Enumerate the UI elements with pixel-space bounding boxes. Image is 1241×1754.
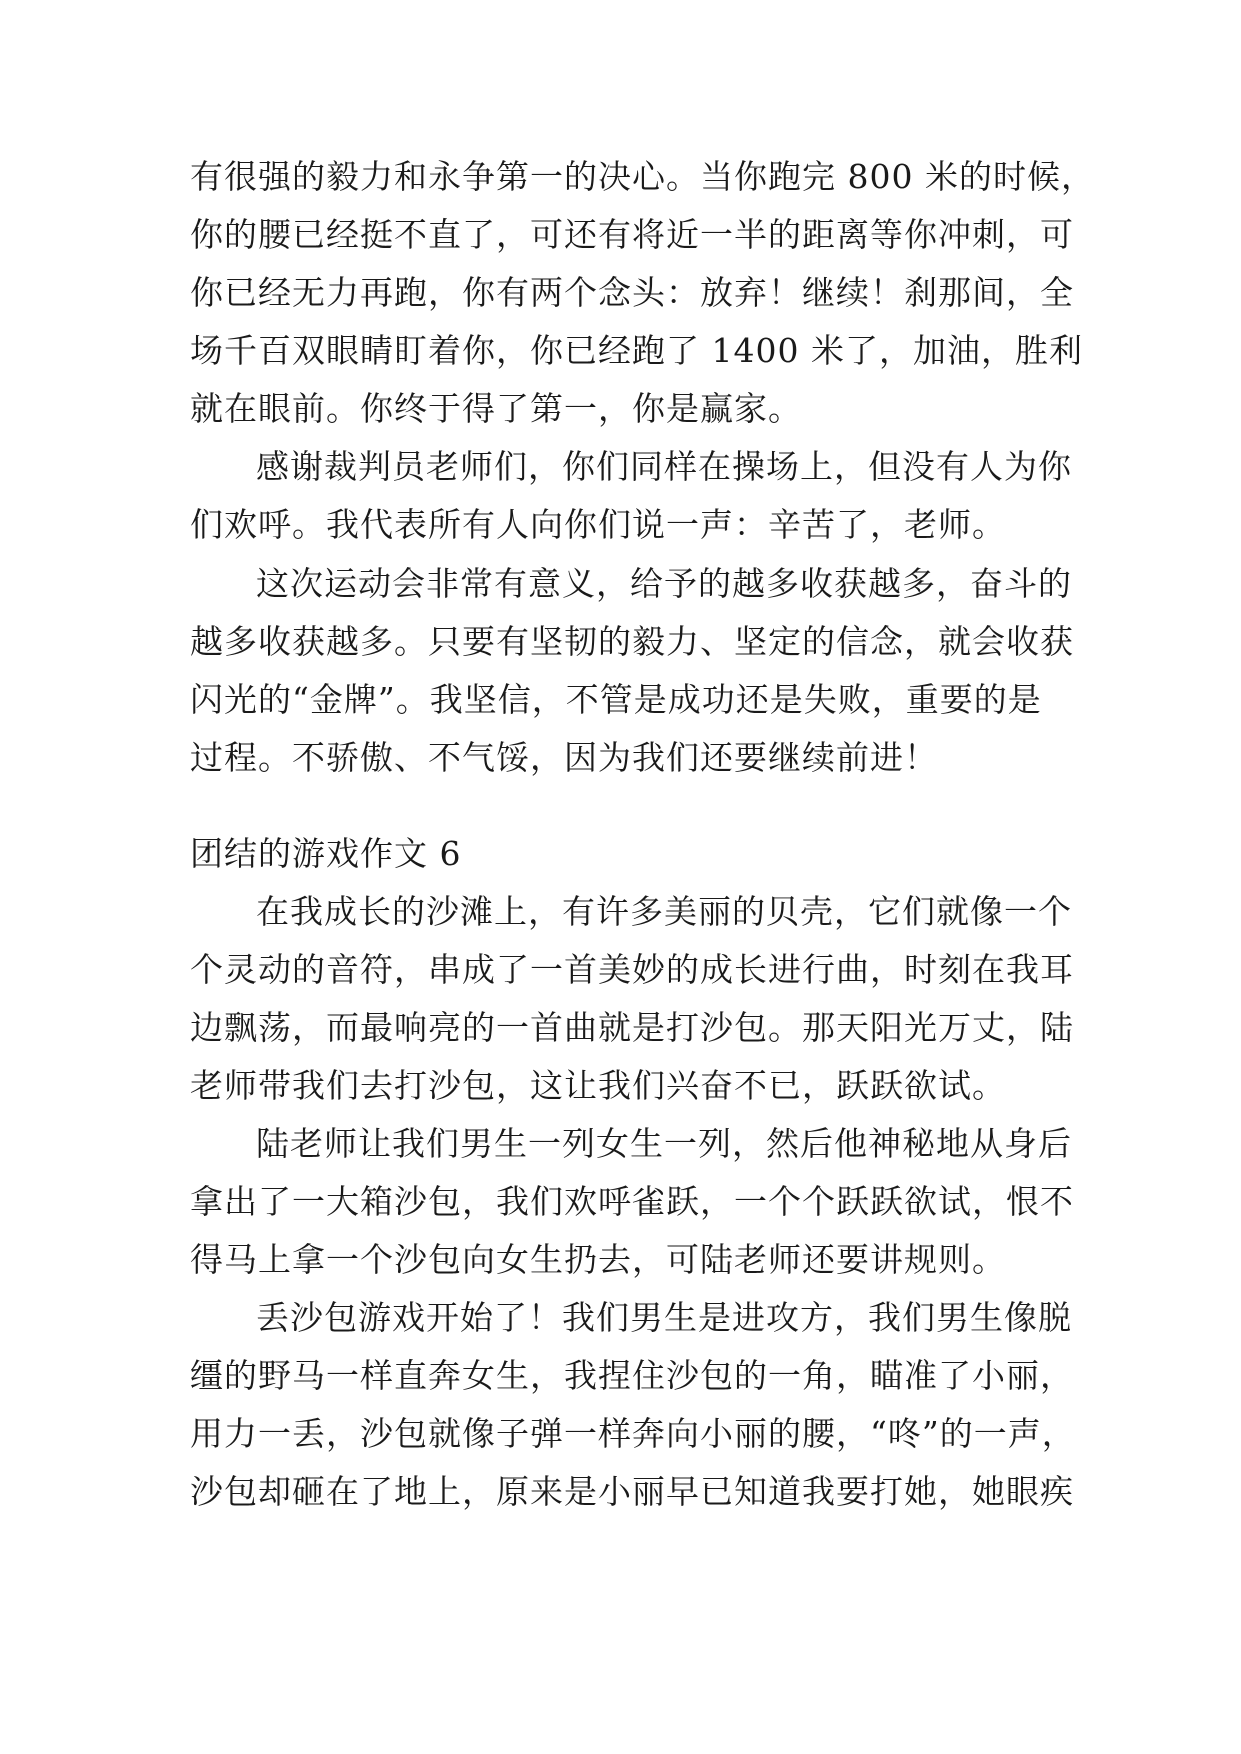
paragraph-line: 过程。不骄傲、不气馁，因为我们还要继续前进！ xyxy=(190,738,938,777)
paragraph-line: 拿出了一大箱沙包，我们欢呼雀跃，一个个跃跃欲试，恨不 xyxy=(190,1182,1074,1221)
paragraph-line: 闪光的“金牌”。我坚信，不管是成功还是失败，重要的是 xyxy=(190,680,1042,719)
paragraph-line: 们欢呼。我代表所有人向你们说一声：辛苦了，老师。 xyxy=(190,505,1006,544)
paragraph-line: 陆老师让我们男生一列女生一列，然后他神秘地从身后 xyxy=(256,1124,1072,1163)
paragraph-line: 在我成长的沙滩上，有许多美丽的贝壳，它们就像一个 xyxy=(256,892,1072,931)
paragraph-line: 个灵动的音符，串成了一首美妙的成长进行曲，时刻在我耳 xyxy=(190,950,1074,989)
paragraph-line: 感谢裁判员老师们，你们同样在操场上，但没有人为你 xyxy=(256,447,1072,486)
paragraph-line: 丢沙包游戏开始了！我们男生是进攻方，我们男生像脱 xyxy=(256,1298,1072,1337)
paragraph-line: 场千百双眼睛盯着你，你已经跑了 1400 米了，加油，胜利 xyxy=(190,331,1083,370)
paragraph-line: 越多收获越多。只要有坚韧的毅力、坚定的信念，就会收获 xyxy=(190,622,1074,661)
paragraph-line: 有很强的毅力和永争第一的决心。当你跑完 800 米的时候， xyxy=(190,157,1095,196)
paragraph-line: 得马上拿一个沙包向女生扔去，可陆老师还要讲规则。 xyxy=(190,1240,1006,1279)
paragraph-line: 这次运动会非常有意义，给予的越多收获越多，奋斗的 xyxy=(256,564,1072,603)
paragraph-line: 你的腰已经挺不直了，可还有将近一半的距离等你冲刺，可 xyxy=(190,215,1074,254)
section-heading: 团结的游戏作文 6 xyxy=(190,834,462,873)
paragraph-line: 你已经无力再跑，你有两个念头：放弃！继续！刹那间，全 xyxy=(190,273,1074,312)
paragraph-line: 就在眼前。你终于得了第一，你是赢家。 xyxy=(190,389,802,428)
paragraph-line: 老师带我们去打沙包，这让我们兴奋不已，跃跃欲试。 xyxy=(190,1066,1006,1105)
paragraph-line: 缰的野马一样直奔女生，我捏住沙包的一角，瞄准了小丽， xyxy=(190,1356,1074,1395)
paragraph-line: 边飘荡，而最响亮的一首曲就是打沙包。那天阳光万丈，陆 xyxy=(190,1008,1074,1047)
paragraph-line: 沙包却砸在了地上，原来是小丽早已知道我要打她，她眼疾 xyxy=(190,1472,1074,1511)
paragraph-line: 用力一丢，沙包就像子弹一样奔向小丽的腰，“咚”的一声， xyxy=(190,1414,1076,1453)
